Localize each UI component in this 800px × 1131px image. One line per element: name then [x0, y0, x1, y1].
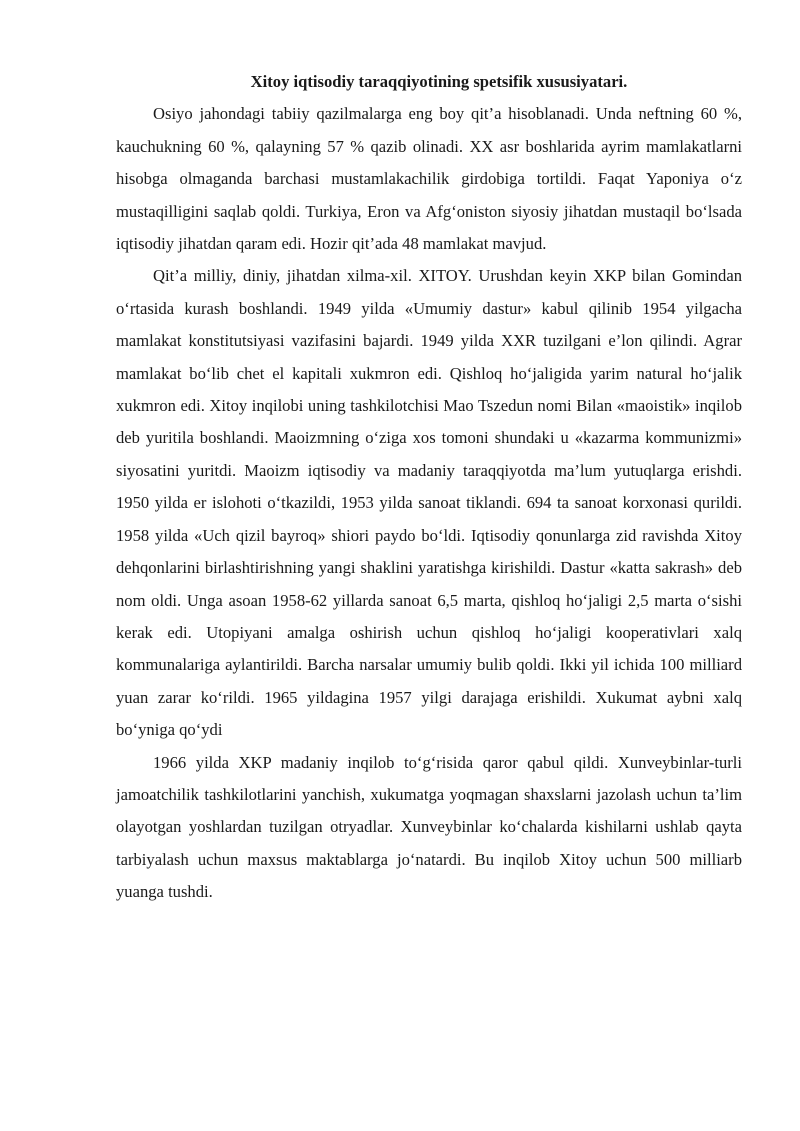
document-page: [116, 66, 742, 909]
paragraph-china-history: Qit’a milliy, diniy, jihatdan xilma-xil. XITOY. Urushdan keyin XKP bilan Gomindan o‘rtasida kurash boshlandi. 1949 yilda «Umumiy dastur» kabul qilinib 1954 yilgacha mamlakat konstitutsiyasi vazifasini bajardi. 1949 yilda XXR tuzilgani e’lon qilindi. Agrar mamlakat bo‘lib chet el kapitali xukmron edi. Qishloq ho‘jaligida yarim natural ho‘jalik xukmron edi. Xitoy inqilobi uning tashkilotchisi Mao Tszedun nomi Bilan «maoistik» inqilob deb yuritila boshlandi. Maoizmning o‘ziga xos tomoni shundaki u «kazarma kommunizmi» siyosatini yuritdi. Maoizm iqtisodiy va madaniy taraqqiyotda ma’lum yutuqlarga erishdi. 1950 yilda er islohoti o‘tkazildi, 1953 yilda sanoat tiklandi. 694 ta sanoat korxonasi qurildi. 1958 yilda «Uch qizil bayroq» shiori paydo bo‘ldi. Iqtisodiy qonunlarga zid ravishda Xitoy dehqonlarini birlashtirishning yangi shaklini yaratishga kirishildi. Dastur «katta sakrash» deb nom oldi. Unga asoan 1958-62 yillarda sanoat 6,5 marta, qishloq ho‘jaligi 2,5 marta o‘sishi kerak edi. Utopiyani amalga oshirish uchun qishloq ho‘jaligi kooperativlari xalq kommunalariga aylantirildi. Barcha narsalar umumiy bulib qoldi. Ikki yil ichida 100 milliard yuan zarar ko‘rildi. 1965 yildagina 1957 yilgi darajaga erishildi. Xukumat aybni xalq bo‘yniga qo‘ydi: [116, 266, 742, 740]
paragraph-asia-resources: Osiyo jahondagi tabiiy qazilmalarga eng boy qit’a hisoblanadi. Unda neftning 60 %, kauchukning 60 %, qalayning 57 % qazib olinadi. XX asr boshlarida ayrim mamlakatlarni hisobga olmaganda barchasi mustamlakachilik girdobiga tortildi. Faqat Yaponiya o‘z mustaqilligini saqlab qoldi. Turkiya, Eron va Afg‘oniston siyosiy jihatdan mustaqil bo‘lsada iqtisodiy jihatdan qaram edi. Hozir qit’ada 48 mamlakat mavjud.: [116, 104, 742, 254]
document-title: Xitoy iqtisodiy taraqqiyotining spetsifik xususiyatari.: [250, 72, 628, 91]
paragraph-cultural-revolution: 1966 yilda XKP madaniy inqilob to‘g‘risida qaror qabul qildi. Xunveybinlar-turli jamoatchilik tashkilotlarini yanchish, xukumatga yoqmagan shaxslarni jazolash uchun ta’lim olayotgan yoshlardan tuzilgan otryadlar. Xunveybinlar ko‘chalarda kishilarni ushlab qayta tarbiyalash uchun maxsus maktablarga jo‘natardi. Bu inqilob Xitoy uchun 500 milliarb yuanga tushdi.: [116, 752, 742, 902]
